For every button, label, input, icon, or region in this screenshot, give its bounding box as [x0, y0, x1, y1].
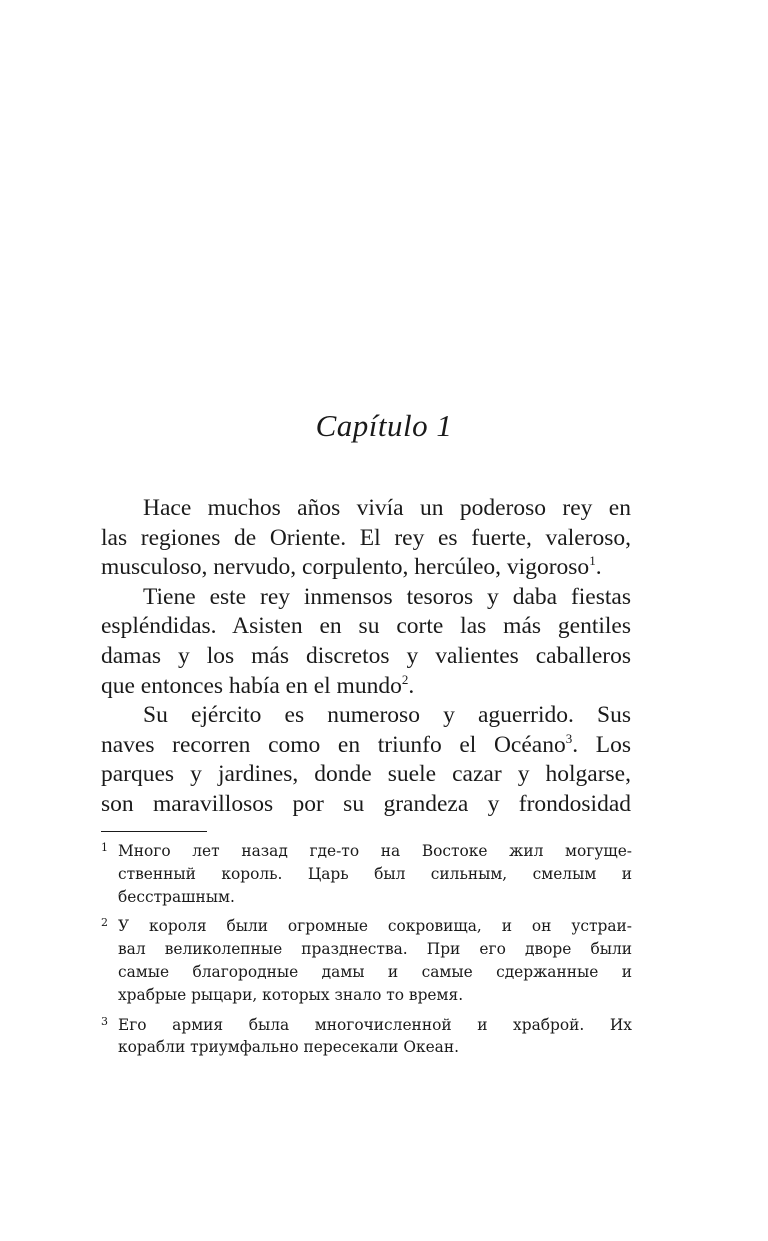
footnote-text: Его армия была многочисленной и храброй. Их [118, 1015, 632, 1034]
text-line-content: . Los [572, 731, 631, 758]
text-line-content: que entonces había en el mundo [101, 672, 402, 699]
footnote-line [101, 938, 632, 961]
footnote-number: 2 [101, 916, 108, 930]
footnote-number: 1 [101, 841, 108, 854]
text-line [101, 760, 631, 790]
text-line [101, 524, 631, 554]
footnote-text: бесстрашным. [118, 887, 235, 906]
main-text [101, 494, 631, 820]
chapter-title: Capítulo 1 [315, 408, 453, 443]
footnote-text: ственный король. Царь был сильным, смелым и [118, 864, 632, 883]
footnote-line [101, 1036, 632, 1059]
footnote-line [101, 1014, 632, 1037]
text-line [101, 672, 631, 702]
punctuation: . [595, 554, 602, 581]
text-line-content: parques y jardines, donde suele cazar y holgarse, [101, 761, 631, 788]
footnote-number: 3 [101, 1014, 108, 1028]
punctuation: . [408, 672, 415, 699]
text-line-content: Tiene este rey inmensos tesoros y daba fiestas [143, 583, 631, 610]
footnote-text: самые благородные дамы и самые сдержанные и [118, 962, 632, 981]
text-line [101, 731, 631, 761]
footnote-text: вал великолепные празднества. При его дворе были [118, 940, 632, 959]
footnote-line [101, 915, 632, 938]
footnote-line [101, 840, 632, 863]
text-line [101, 583, 631, 613]
footnote-divider [101, 831, 207, 832]
text-line-content: son maravillosos por su grandeza y frondosidad [101, 790, 631, 817]
text-line [101, 612, 631, 642]
footnotes [101, 840, 632, 1066]
footnote-line [101, 984, 632, 1007]
footnote-3 [101, 1014, 632, 1060]
footnote-ref-2[interactable]: 2 [401, 671, 409, 687]
text-line-content: naves recorren como en triunfo el Océano [101, 731, 566, 758]
footnote-line [101, 886, 632, 909]
text-line [101, 553, 631, 583]
text-line-content: Su ejército es numeroso y aguerrido. Sus [143, 702, 631, 729]
footnote-1 [101, 840, 632, 908]
text-line [101, 790, 631, 820]
footnote-line [101, 863, 632, 886]
footnote-2 [101, 915, 632, 1006]
text-line [101, 701, 631, 731]
text-line-content: musculoso, nervudo, corpulento, hercúleo, vigoroso [101, 554, 590, 581]
text-line [101, 642, 631, 672]
text-line-content: damas y los más discretos y valientes caballeros [101, 642, 631, 669]
footnote-line [101, 961, 632, 984]
text-line-content: espléndidas. Asisten en su corte las más gentiles [101, 613, 631, 640]
footnote-text: У короля были огромные сокровища, и он устраи- [118, 917, 632, 936]
footnote-text: храбрые рыцари, которых знало то время. [118, 985, 464, 1004]
footnote-ref-1[interactable]: 1 [589, 553, 596, 569]
footnote-text: корабли триумфально пересекали Океан. [118, 1038, 459, 1057]
footnote-text: Много лет назад где-то на Востоке жил могуще- [118, 842, 632, 860]
text-line-content: las regiones de Oriente. El rey es fuerte, valeroso, [101, 524, 631, 551]
text-line-content: Hace muchos años vivía un poderoso rey en [143, 495, 631, 521]
text-line [101, 494, 631, 524]
footnote-ref-3[interactable]: 3 [565, 730, 573, 746]
